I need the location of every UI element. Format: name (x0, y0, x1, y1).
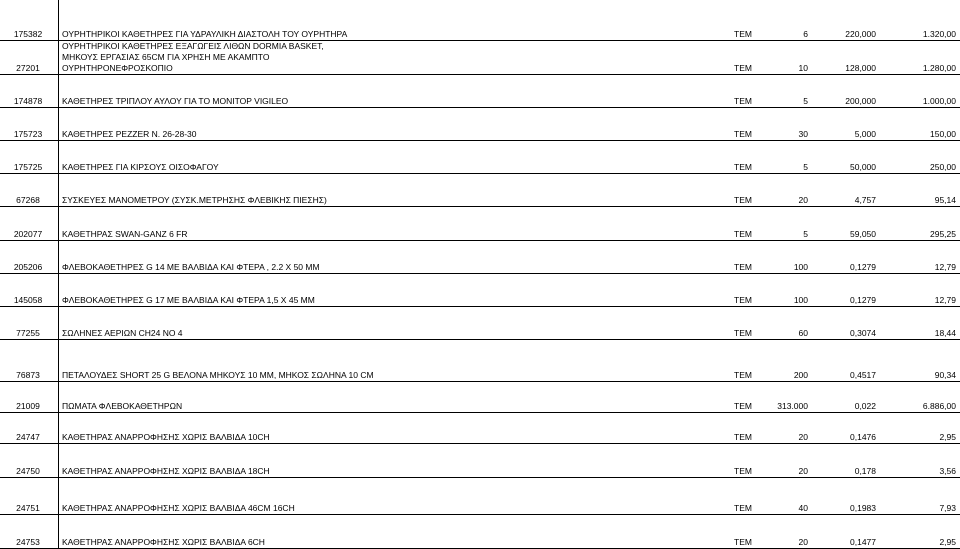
item-total: 250,00 (930, 162, 956, 172)
item-code: 175723 (13, 129, 43, 139)
table-row (0, 75, 960, 108)
item-description: ΚΑΘΕΤΗΡΑΣ SWAN-GANZ 6 FR (62, 229, 188, 239)
item-total: 150,00 (930, 129, 956, 139)
item-unit: ΤΕΜ (734, 262, 752, 272)
item-quantity: 100 (793, 262, 808, 272)
item-total: 7,93 (939, 503, 956, 513)
item-code: 145058 (13, 295, 43, 305)
table-row (0, 340, 960, 382)
item-unit: ΤΕΜ (734, 229, 752, 239)
item-unit: ΤΕΜ (734, 63, 752, 73)
item-unit-price: 50,000 (850, 162, 876, 172)
item-unit-price: 200,000 (845, 96, 876, 106)
table-row (0, 207, 960, 241)
item-quantity: 30 (798, 129, 808, 139)
item-unit-price: 0,1983 (850, 503, 876, 513)
table-row (0, 0, 960, 41)
item-total: 18,44 (934, 328, 956, 338)
item-quantity: 20 (798, 195, 808, 205)
item-quantity: 20 (798, 466, 808, 476)
item-total: 90,34 (934, 370, 956, 380)
item-description: ΚΑΘΕΤΗΡΑΣ ΑΝΑΡΡΟΦΗΣΗΣ ΧΩΡΙΣ ΒΑΛΒΙΔΑ 18CH (62, 466, 270, 476)
table-row (0, 444, 960, 478)
item-unit: ΤΕΜ (734, 162, 752, 172)
item-quantity: 10 (798, 63, 808, 73)
item-description: ΚΑΘΕΤΗΡΕΣ PEZZER N. 26-28-30 (62, 129, 197, 139)
item-unit-price: 0,1476 (850, 432, 876, 442)
item-quantity: 40 (798, 503, 808, 513)
item-quantity: 5 (803, 96, 808, 106)
item-quantity: 60 (798, 328, 808, 338)
item-total: 295,25 (930, 229, 956, 239)
item-description: ΦΛΕΒΟΚΑΘΕΤΗΡΕΣ G 17 ΜΕ ΒΑΛΒΙΔΑ ΚΑΙ ΦΤΕΡΑ 1,5 Χ 45 ΜΜ (62, 295, 315, 305)
table-row (0, 307, 960, 340)
item-unit: ΤΕΜ (734, 295, 752, 305)
table-row (0, 141, 960, 174)
item-unit: ΤΕΜ (734, 503, 752, 513)
item-code: 77255 (16, 328, 40, 338)
item-total: 2,95 (939, 537, 956, 547)
item-quantity: 5 (803, 162, 808, 172)
item-unit: ΤΕΜ (734, 29, 752, 39)
item-code: 21009 (16, 401, 40, 411)
item-unit-price: 0,1279 (850, 295, 876, 305)
item-total: 1.280,00 (922, 63, 956, 73)
item-quantity: 200 (793, 370, 808, 380)
item-unit-price: 0,1279 (850, 262, 876, 272)
item-total: 2,95 (939, 432, 956, 442)
table-row (0, 108, 960, 141)
table-row (0, 413, 960, 444)
item-quantity: 20 (798, 432, 808, 442)
item-total: 1.320,00 (922, 29, 956, 39)
item-description: ΦΛΕΒΟΚΑΘΕΤΗΡΕΣ G 14 ΜΕ ΒΑΛΒΙΔΑ ΚΑΙ ΦΤΕΡΑ , 2.2 Χ 50 ΜΜ (62, 262, 320, 272)
item-quantity: 6 (803, 29, 808, 39)
table-row (0, 382, 960, 413)
item-unit: ΤΕΜ (734, 466, 752, 476)
item-unit-price: 0,022 (854, 401, 876, 411)
item-code: 24750 (16, 466, 40, 476)
item-code: 24747 (16, 432, 40, 442)
item-unit-price: 0,4517 (850, 370, 876, 380)
item-code: 27201 (16, 63, 40, 73)
item-description: ΚΑΘΕΤΗΡΕΣ ΓΙΑ ΚΙΡΣΟΥΣ ΟΙΣΟΦΑΓΟΥ (62, 162, 219, 172)
item-unit: ΤΕΜ (734, 432, 752, 442)
item-description: ΟΥΡΗΤΗΡΙΚΟΙ ΚΑΘΕΤΗΡΕΣ ΕΞΑΓΩΓΕΙΣ ΛΙΘΩΝ DORMIA BASKET, ΜΗΚΟΥΣ ΕΡΓΑΣΙΑΣ 65CM ΓΙΑ ΧΡΗΣΗ ΜΕ ΑΚΑΜΠΤΟ ΟΥΡΗΤΗΡΟΝΕΦΡΟΣΚΟΠΙΟ (62, 41, 324, 73)
item-description: ΚΑΘΕΤΗΡΑΣ ΑΝΑΡΡΟΦΗΣΗΣ ΧΩΡΙΣ ΒΑΛΒΙΔΑ 46CM 16CH (62, 503, 295, 513)
item-unit: ΤΕΜ (734, 537, 752, 547)
table-row (0, 274, 960, 307)
item-unit: ΤΕΜ (734, 328, 752, 338)
item-quantity: 5 (803, 229, 808, 239)
item-code: 175725 (13, 162, 43, 172)
item-unit-price: 0,3074 (850, 328, 876, 338)
item-total: 6.886,00 (922, 401, 956, 411)
item-total: 12,79 (934, 295, 956, 305)
item-code: 174878 (13, 96, 43, 106)
item-code: 175382 (13, 29, 43, 39)
item-description: ΣΥΣΚΕΥΕΣ ΜΑΝΟΜΕΤΡΟΥ (ΣΥΣΚ.ΜΕΤΡΗΣΗΣ ΦΛΕΒΙΚΗΣ ΠΙΕΣΗΣ) (62, 195, 327, 205)
item-unit: ΤΕΜ (734, 96, 752, 106)
item-quantity: 20 (798, 537, 808, 547)
item-quantity: 313.000 (777, 401, 808, 411)
item-code: 24753 (16, 537, 40, 547)
item-unit-price: 4,757 (854, 195, 876, 205)
item-unit-price: 128,000 (845, 63, 876, 73)
item-description: ΠΕΤΑΛΟΥΔΕΣ SHORT 25 G ΒΕΛΟΝΑ ΜΗΚΟΥΣ 10 ΜΜ, ΜΗΚΟΣ ΣΩΛΗΝΑ 10 CM (62, 370, 374, 380)
item-unit: ΤΕΜ (734, 195, 752, 205)
item-total: 3,56 (939, 466, 956, 476)
item-unit: ΤΕΜ (734, 401, 752, 411)
table-row (0, 241, 960, 274)
item-code: 205206 (13, 262, 43, 272)
item-total: 95,14 (934, 195, 956, 205)
item-description: ΚΑΘΕΤΗΡΑΣ ΑΝΑΡΡΟΦΗΣΗΣ ΧΩΡΙΣ ΒΑΛΒΙΔΑ 10CH (62, 432, 270, 442)
item-description: ΣΩΛΗΝΕΣ ΑΕΡΙΩΝ CH24 NO 4 (62, 328, 183, 338)
table-row (0, 478, 960, 515)
item-description: ΚΑΘΕΤΗΡΑΣ ΑΝΑΡΡΟΦΗΣΗΣ ΧΩΡΙΣ ΒΑΛΒΙΔΑ 6CH (62, 537, 265, 547)
item-total: 12,79 (934, 262, 956, 272)
item-code: 202077 (13, 229, 43, 239)
item-total: 1.000,00 (922, 96, 956, 106)
item-description: ΟΥΡΗΤΗΡΙΚΟΙ ΚΑΘΕΤΗΡΕΣ ΓΙΑ ΥΔΡΑΥΛΙΚΗ ΔΙΑΣΤΟΛΗ ΤΟΥ ΟΥΡΗΤΗΡΑ (62, 29, 348, 39)
item-unit-price: 0,178 (854, 466, 876, 476)
item-unit-price: 5,000 (854, 129, 876, 139)
item-code: 67268 (16, 195, 40, 205)
item-unit: ΤΕΜ (734, 129, 752, 139)
item-quantity: 100 (793, 295, 808, 305)
item-unit-price: 59,050 (850, 229, 876, 239)
item-description: ΠΩΜΑΤΑ ΦΛΕΒΟΚΑΘΕΤΗΡΩΝ (62, 401, 183, 411)
table-row (0, 515, 960, 549)
table-row (0, 41, 960, 75)
item-unit-price: 0,1477 (850, 537, 876, 547)
item-code: 76873 (16, 370, 40, 380)
table-row (0, 174, 960, 207)
item-description: ΚΑΘΕΤΗΡΕΣ ΤΡΙΠΛΟΥ ΑΥΛΟΥ ΓΙΑ ΤΟ MONITOP VIGILEO (62, 96, 289, 106)
item-unit-price: 220,000 (845, 29, 876, 39)
item-code: 24751 (16, 503, 40, 513)
item-unit: ΤΕΜ (734, 370, 752, 380)
